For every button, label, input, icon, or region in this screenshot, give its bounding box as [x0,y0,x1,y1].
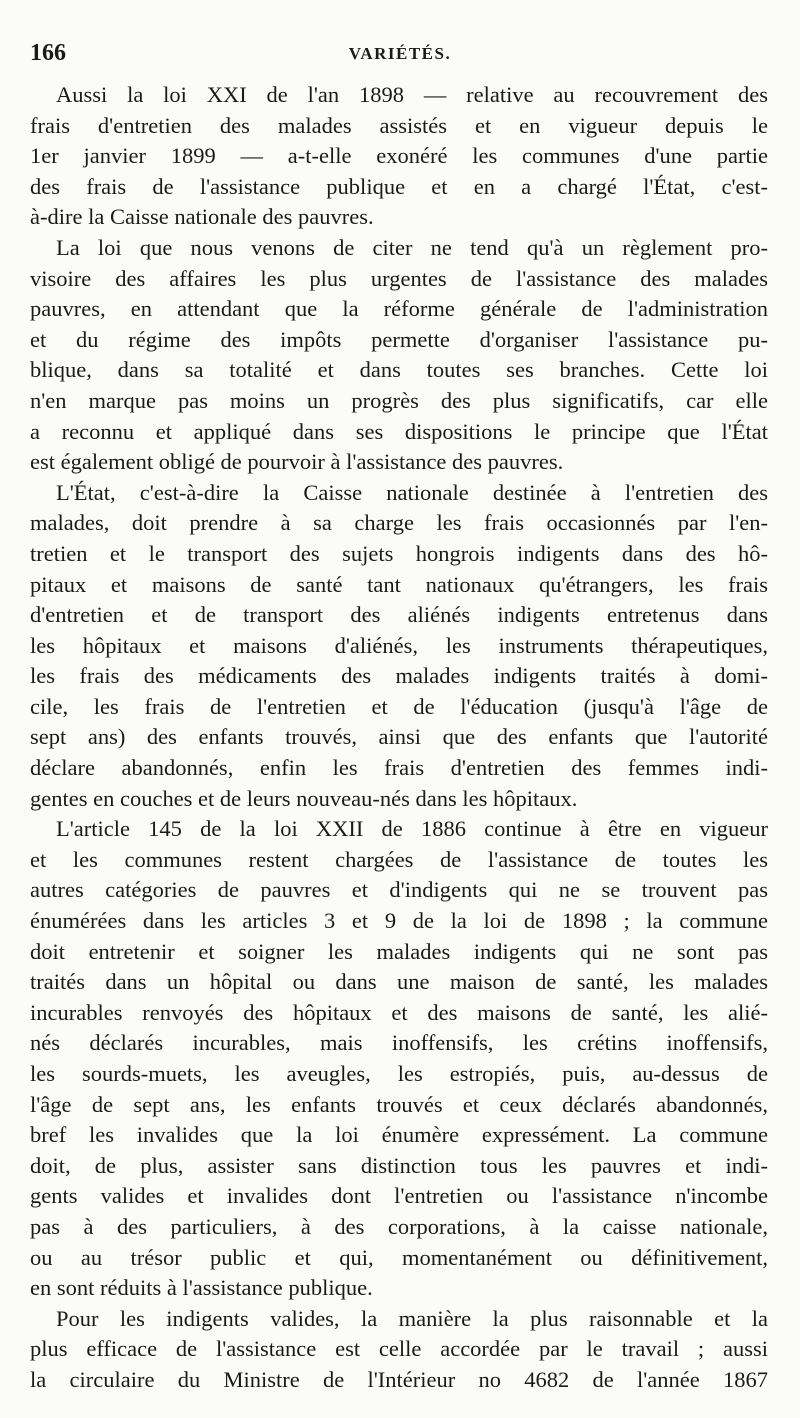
page-number: 166 [30,40,66,66]
text-line: malades, doit prendre à sa charge les frais occasionnés par l'en- [30,510,768,536]
text-line: gentes en couches et de leurs nouveau-nés dans les hôpitaux. [30,785,578,811]
page-header [30,40,770,74]
text-line: cile, les frais de l'entretien et de l'éducation (jusqu'à l'âge de [30,693,768,719]
text-line: doit, de plus, assister sans distinction tous les pauvres et indi- [30,1152,768,1178]
paragraph [30,478,768,815]
text-line: frais d'entretien des malades assistés et en vigueur depuis le [30,112,768,138]
text-line: Aussi la loi XXI de l'an 1898 — relative au recouvrement des [56,82,768,107]
text-line: à-dire la Caisse nationale des pauvres. [30,204,374,230]
text-line: des frais de l'assistance publique et en a chargé l'État, c'est- [30,173,768,199]
text-line: d'entretien et de transport des aliénés indigents entretenus dans [30,602,768,628]
text-line: visoire des affaires les plus urgentes de l'assistance des malades [30,265,768,291]
text-line: L'État, c'est-à-dire la Caisse nationale destinée à l'entretien des [56,479,768,505]
text-line: incurables renvoyés des hôpitaux et des maisons de santé, les alié- [30,999,768,1025]
text-line: les sourds-muets, les aveugles, les estropiés, puis, au-dessus de [30,1061,768,1086]
text-line: doit entretenir et soigner les malades indigents qui ne sont pas [30,938,768,964]
text-line: la circulaire du Ministre de l'Intérieur no 4682 de l'année 1867 [30,1366,768,1392]
text-line: sept ans) des enfants trouvés, ainsi que des enfants que l'autorité [30,724,768,750]
text-line: 1er janvier 1899 — a-t-elle exonéré les communes d'une partie [30,143,768,169]
text-line: les hôpitaux et maisons d'aliénés, les instruments thérapeutiques, [30,632,768,658]
text-line: pitaux et maisons de santé tant nationaux qu'étrangers, les frais [30,571,768,597]
text-line: et les communes restent chargées de l'assistance de toutes les [30,846,768,872]
text-body [30,80,768,1396]
text-line: bref les invalides que la loi énumère expressément. La commune [30,1122,768,1148]
text-line: ou au trésor public et qui, momentanément ou définitivement, [30,1244,768,1270]
text-line: l'âge de sept ans, les enfants trouvés et ceux déclarés abandonnés, [30,1091,768,1117]
text-line: énumérées dans les articles 3 et 9 de la loi de 1898 ; la commune [30,908,768,934]
text-line: pas à des particuliers, à des corporations, à la caisse nationale, [30,1213,768,1239]
text-line: déclare abandonnés, enfin les frais d'entretien des femmes indi- [30,755,768,781]
text-line: La loi que nous venons de citer ne tend qu'à un règlement pro- [56,234,768,260]
paragraph [30,80,768,233]
text-line: et du régime des impôts permette d'organiser l'assistance pu- [30,326,768,352]
text-line: en sont réduits à l'assistance publique. [30,1275,373,1301]
text-line: est également obligé de pourvoir à l'assistance des pauvres. [30,449,564,475]
text-line: L'article 145 de la loi XXII de 1886 continue à être en vigueur [56,816,768,842]
text-line: gents valides et invalides dont l'entretien ou l'assistance n'incombe [30,1183,768,1209]
text-line: traités dans un hôpital ou dans une maison de santé, les malades [30,969,768,995]
text-line: n'en marque pas moins un progrès des plus significatifs, car elle [30,387,768,413]
text-line: Pour les indigents valides, la manière la plus raisonnable et la [56,1305,768,1331]
paragraph [30,1304,768,1396]
paragraph [30,814,768,1304]
text-line: plus efficace de l'assistance est celle accordée par le travail ; aussi [30,1336,768,1362]
text-line: nés déclarés incurables, mais inoffensifs, les crétins inoffensifs, [30,1030,768,1056]
text-line: pauvres, en attendant que la réforme générale de l'administration [30,296,768,322]
running-title: VARIÉTÉS. [348,44,452,63]
paragraph [30,233,768,478]
text-line: autres catégories de pauvres et d'indigents qui ne se trouvent pas [30,877,768,903]
text-line: a reconnu et appliqué dans ses dispositions le principe que l'État [30,418,768,444]
text-line: les frais des médicaments des malades indigents traités à domi- [30,663,768,689]
text-line: tretien et le transport des sujets hongrois indigents dans des hô- [30,540,768,566]
text-line: blique, dans sa totalité et dans toutes ses branches. Cette loi [30,357,768,383]
